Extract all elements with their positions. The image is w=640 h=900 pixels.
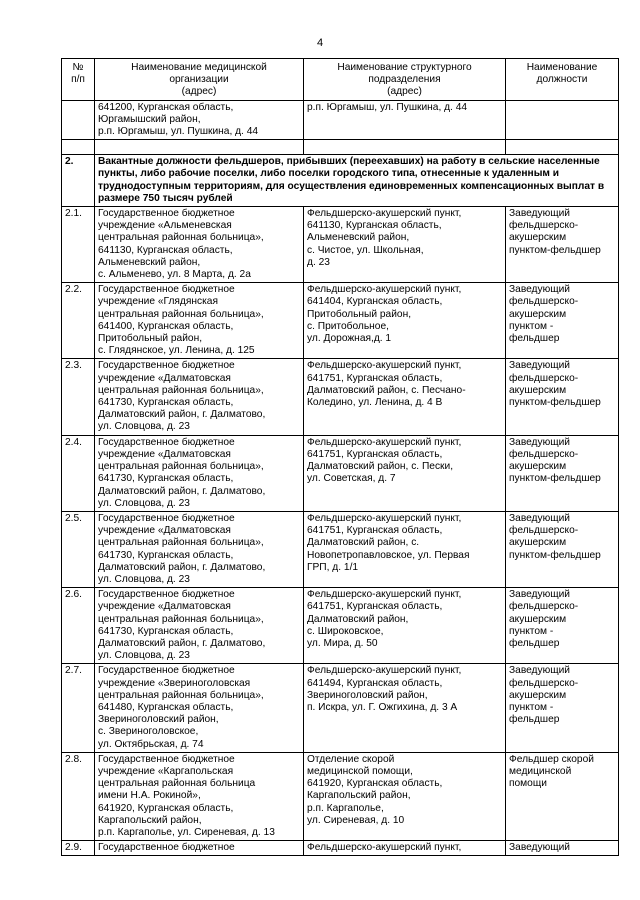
- row-organization: Государственное бюджетное учреждение «Каргапольская центральная районная больница имени Н.А. Рокиной», 641920, Курганская область, Каргапольский район, р.п. Каргаполье, ул. Сиреневая, д. 13: [95, 752, 304, 840]
- table-header-row: [62, 59, 619, 101]
- spacer-cell: [95, 140, 304, 155]
- spacer-row: [62, 140, 619, 155]
- row-position: Заведующий фельдшерско- акушерским пунктом - фельдшер: [506, 664, 619, 752]
- row-organization: Государственное бюджетное учреждение «Далматовская центральная районная больница», 641730, Курганская область, Далматовский район, г. Далматово, ул. Словцова, д. 23: [95, 588, 304, 664]
- row-unit: Фельдшерско-акушерский пункт, 641494, Курганская область, Звериноголовский район, п. Искра, ул. Г. Ожгихина, д. 3 А: [304, 664, 506, 752]
- table-row: [62, 841, 619, 856]
- section-title: Вакантные должности фельдшеров, прибывших (переехавших) на работу в сельские населенные пункты, либо рабочие поселки, либо поселки городского типа, отнесенные к удаленным и труднодоступным территориям, для осуществления единовременных компенсационных выплат в размере 750 тысяч рублей: [95, 155, 619, 207]
- row-num: 2.3.: [62, 359, 95, 435]
- row-num: 2.6.: [62, 588, 95, 664]
- continuation-position: [506, 100, 619, 140]
- row-position: Заведующий фельдшерско- акушерским пунктом-фельдшер: [506, 207, 619, 283]
- header-organization: Наименование медицинской организации (адрес): [95, 59, 304, 101]
- row-position: Заведующий: [506, 841, 619, 856]
- table-row: [62, 283, 619, 359]
- header-unit: Наименование структурного подразделения (адрес): [304, 59, 506, 101]
- row-num: 2.8.: [62, 752, 95, 840]
- row-position: Фельдшер скорой медицинской помощи: [506, 752, 619, 840]
- spacer-cell: [506, 140, 619, 155]
- row-organization: Государственное бюджетное учреждение «Звериноголовская центральная районная больница», 641480, Курганская область, Звериноголовский район, с. Звериноголовское, ул. Октябрьская, д. 74: [95, 664, 304, 752]
- header-num: № п/п: [62, 59, 95, 101]
- row-organization: Государственное бюджетное: [95, 841, 304, 856]
- section-num: 2.: [62, 155, 95, 207]
- continuation-org: 641200, Курганская область, Юргамышский район, р.п. Юргамыш, ул. Пушкина, д. 44: [95, 100, 304, 140]
- row-position: Заведующий фельдшерско- акушерским пунктом - фельдшер: [506, 283, 619, 359]
- row-num: 2.7.: [62, 664, 95, 752]
- table-row: [62, 664, 619, 752]
- row-organization: Государственное бюджетное учреждение «Далматовская центральная районная больница», 641730, Курганская область, Далматовский район, г. Далматово, ул. Словцова, д. 23: [95, 511, 304, 587]
- row-position: Заведующий фельдшерско- акушерским пунктом-фельдшер: [506, 511, 619, 587]
- row-unit: Фельдшерско-акушерский пункт,: [304, 841, 506, 856]
- row-num: 2.9.: [62, 841, 95, 856]
- table-row: [62, 359, 619, 435]
- page-number: 4: [316, 37, 324, 49]
- row-organization: Государственное бюджетное учреждение «Далматовская центральная районная больница», 641730, Курганская область, Далматовский район, г. Далматово, ул. Словцова, д. 23: [95, 359, 304, 435]
- row-organization: Государственное бюджетное учреждение «Альменевская центральная районная больница», 641130, Курганская область, Альменевский район, с. Альменево, ул. 8 Марта, д. 2а: [95, 207, 304, 283]
- row-num: 2.5.: [62, 511, 95, 587]
- table-row: [62, 588, 619, 664]
- section-row: [62, 155, 619, 207]
- vacancy-table: [61, 58, 619, 856]
- continuation-unit: р.п. Юргамыш, ул. Пушкина, д. 44: [304, 100, 506, 140]
- row-position: Заведующий фельдшерско- акушерским пунктом-фельдшер: [506, 435, 619, 511]
- row-num: 2.2.: [62, 283, 95, 359]
- row-organization: Государственное бюджетное учреждение «Глядянская центральная районная больница», 641400, Курганская область, Притобольный район, с. Глядянское, ул. Ленина, д. 125: [95, 283, 304, 359]
- row-organization: Государственное бюджетное учреждение «Далматовская центральная районная больница», 641730, Курганская область, Далматовский район, г. Далматово, ул. Словцова, д. 23: [95, 435, 304, 511]
- row-position: Заведующий фельдшерско- акушерским пунктом - фельдшер: [506, 588, 619, 664]
- spacer-cell: [62, 140, 95, 155]
- row-unit: Фельдшерско-акушерский пункт, 641404, Курганская область, Притобольный район, с. Притобольное, ул. Дорожная,д. 1: [304, 283, 506, 359]
- header-position: Наименование должности: [506, 59, 619, 101]
- row-unit: Фельдшерско-акушерский пункт, 641130, Курганская область, Альменевский район, с. Чистое, ул. Школьная, д. 23: [304, 207, 506, 283]
- row-unit: Фельдшерско-акушерский пункт, 641751, Курганская область, Далматовский район, с. Песчано- Коледино, ул. Ленина, д. 4 В: [304, 359, 506, 435]
- row-unit: Фельдшерско-акушерский пункт, 641751, Курганская область, Далматовский район, с. Широковское, ул. Мира, д. 50: [304, 588, 506, 664]
- row-unit: Фельдшерско-акушерский пункт, 641751, Курганская область, Далматовский район, с. Новопетропавловское, ул. Первая ГРП, д. 1/1: [304, 511, 506, 587]
- row-unit: Отделение скорой медицинской помощи, 641920, Курганская область, Каргапольский район, р.п. Каргаполье, ул. Сиреневая, д. 10: [304, 752, 506, 840]
- continuation-num: [62, 100, 95, 140]
- table-row: [62, 752, 619, 840]
- row-position: Заведующий фельдшерско- акушерским пунктом-фельдшер: [506, 359, 619, 435]
- row-unit: Фельдшерско-акушерский пункт, 641751, Курганская область, Далматовский район, с. Пески, ул. Советская, д. 7: [304, 435, 506, 511]
- row-num: 2.4.: [62, 435, 95, 511]
- table-row: [62, 435, 619, 511]
- table-row: [62, 511, 619, 587]
- table-row: [62, 207, 619, 283]
- spacer-cell: [304, 140, 506, 155]
- row-num: 2.1.: [62, 207, 95, 283]
- continuation-row: [62, 100, 619, 140]
